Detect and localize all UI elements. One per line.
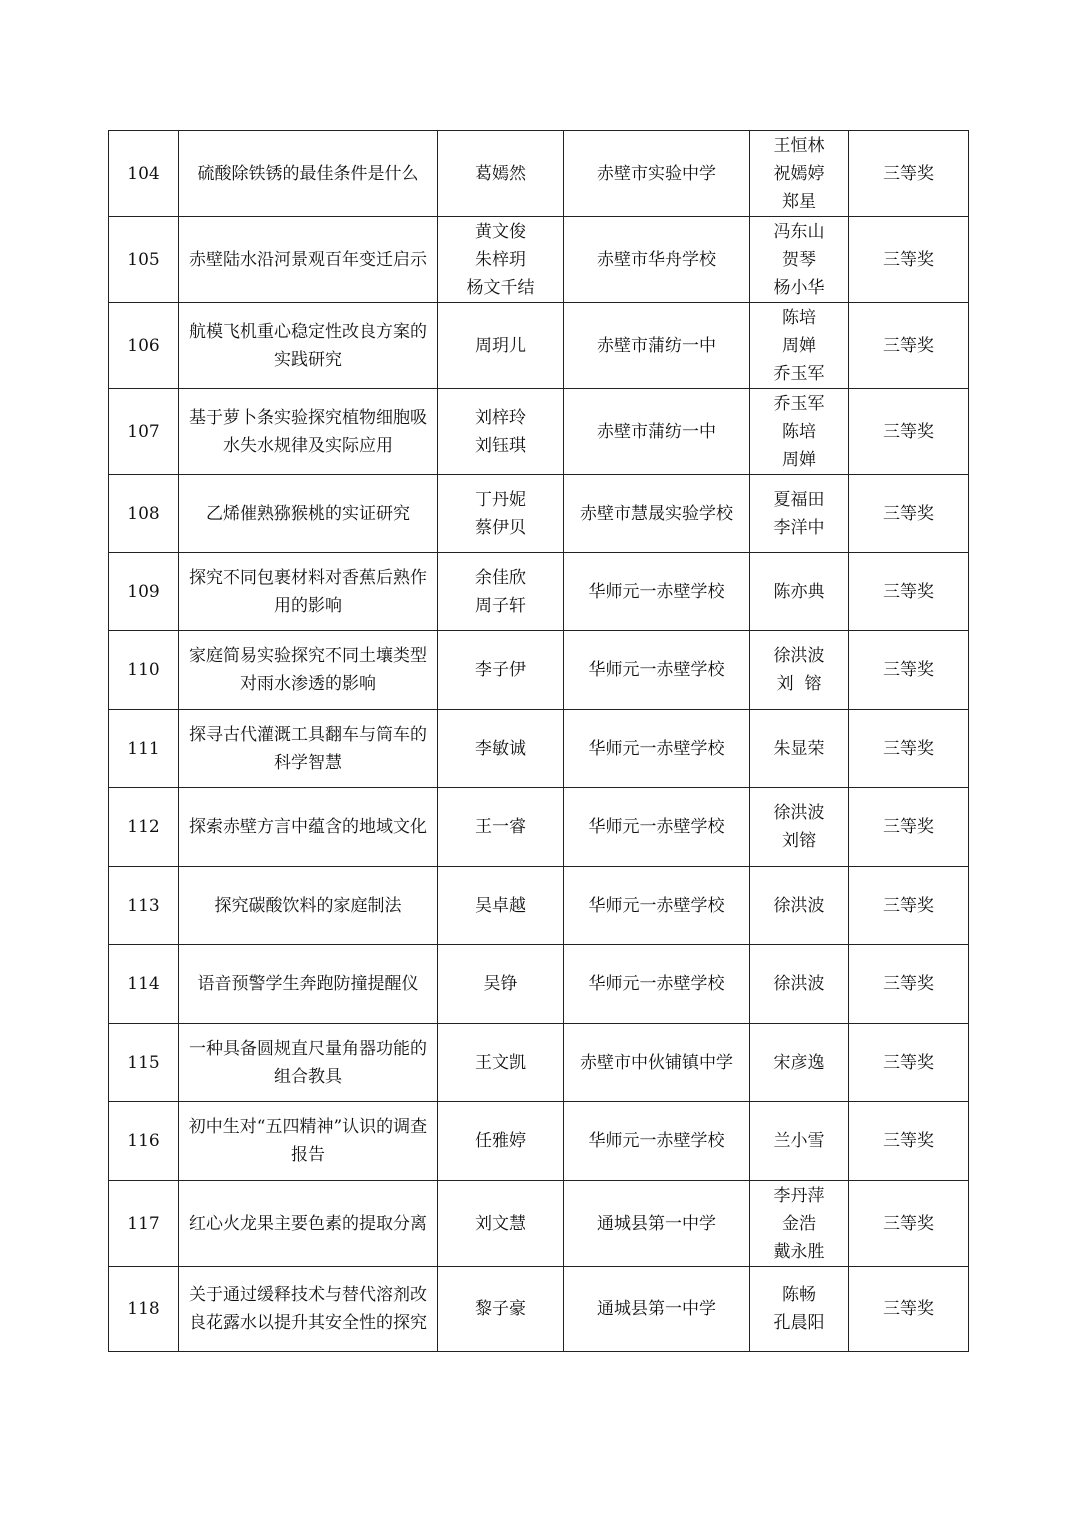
tutor-name: 兰小雪 — [773, 1131, 825, 1151]
project-title: 探究碳酸饮料的家庭制法 — [179, 867, 438, 945]
student-authors — [438, 1267, 564, 1352]
author-name: 蔡伊贝 — [475, 517, 526, 538]
award-level: 三等奖 — [849, 1267, 969, 1352]
school-name: 赤壁市华舟学校 — [564, 217, 750, 303]
tutor-names — [750, 867, 849, 945]
school-name: 赤壁市慧晟实验学校 — [564, 475, 750, 553]
award-level: 三等奖 — [849, 710, 969, 788]
school-name: 通城县第一中学 — [564, 1267, 750, 1352]
school-name: 华师元一赤壁学校 — [564, 945, 750, 1024]
entry-number: 109 — [109, 553, 179, 631]
tutor-name: 陈培 — [782, 421, 816, 442]
student-authors — [438, 710, 564, 788]
project-title: 关于通过缓释技术与替代溶剂改良花露水以提升其安全性的探究 — [179, 1267, 438, 1352]
tutor-name: 刘 镕 — [776, 674, 822, 694]
entry-number: 116 — [109, 1102, 179, 1181]
entry-number: 113 — [109, 867, 179, 945]
project-title: 探寻古代灌溉工具翻车与筒车的科学智慧 — [179, 710, 438, 788]
author-name: 刘钰琪 — [475, 435, 526, 456]
author-name: 葛嫣然 — [475, 163, 526, 184]
tutor-names — [750, 788, 849, 867]
project-title: 基于萝卜条实验探究植物细胞吸水失水规律及实际应用 — [179, 389, 438, 475]
school-name: 通城县第一中学 — [564, 1181, 750, 1267]
tutor-name: 冯东山 — [773, 221, 825, 242]
author-name: 王一睿 — [475, 817, 526, 837]
student-authors — [438, 389, 564, 475]
entry-number: 104 — [109, 131, 179, 217]
entry-number: 106 — [109, 303, 179, 389]
award-level: 三等奖 — [849, 131, 969, 217]
student-authors — [438, 303, 564, 389]
project-title: 一种具备圆规直尺量角器功能的组合教具 — [179, 1024, 438, 1102]
project-title: 硫酸除铁锈的最佳条件是什么 — [179, 131, 438, 217]
awards-table-body — [109, 131, 969, 1352]
award-level: 三等奖 — [849, 303, 969, 389]
table-row — [109, 475, 969, 553]
table-row — [109, 945, 969, 1024]
school-name: 华师元一赤壁学校 — [564, 553, 750, 631]
author-name: 周玥儿 — [475, 335, 526, 356]
student-authors — [438, 1181, 564, 1267]
award-level: 三等奖 — [849, 475, 969, 553]
tutor-name: 陈培 — [782, 307, 816, 328]
author-name: 周子轩 — [475, 595, 526, 616]
entry-number: 118 — [109, 1267, 179, 1352]
tutor-name: 郑星 — [782, 191, 816, 212]
table-row — [109, 867, 969, 945]
author-name: 黄文俊 — [475, 221, 526, 242]
table-row — [109, 1024, 969, 1102]
author-name: 杨文千结 — [466, 277, 535, 298]
tutor-name: 乔玉军 — [773, 363, 825, 384]
project-title: 探索赤壁方言中蕴含的地域文化 — [179, 788, 438, 867]
tutor-name: 贺琴 — [782, 249, 816, 270]
table-row — [109, 303, 969, 389]
project-title: 航模飞机重心稳定性改良方案的实践研究 — [179, 303, 438, 389]
award-level: 三等奖 — [849, 389, 969, 475]
tutor-names — [750, 389, 849, 475]
school-name: 赤壁市蒲纺一中 — [564, 389, 750, 475]
tutor-name: 周婵 — [782, 335, 816, 356]
tutor-names — [750, 945, 849, 1024]
tutor-name: 刘镕 — [782, 831, 816, 851]
tutor-names — [750, 475, 849, 553]
award-level: 三等奖 — [849, 217, 969, 303]
tutor-name: 戴永胜 — [773, 1241, 825, 1262]
tutor-name: 夏福田 — [773, 489, 825, 510]
student-authors — [438, 945, 564, 1024]
tutor-name: 徐洪波 — [773, 803, 825, 823]
project-title: 乙烯催熟猕猴桃的实证研究 — [179, 475, 438, 553]
project-title: 探究不同包裹材料对香蕉后熟作用的影响 — [179, 553, 438, 631]
tutor-name: 陈亦典 — [773, 581, 825, 602]
tutor-name: 杨小华 — [773, 277, 825, 298]
award-level: 三等奖 — [849, 945, 969, 1024]
tutor-name: 李洋中 — [773, 517, 825, 538]
entry-number: 117 — [109, 1181, 179, 1267]
school-name: 华师元一赤壁学校 — [564, 867, 750, 945]
tutor-names — [750, 217, 849, 303]
project-title: 红心火龙果主要色素的提取分离 — [179, 1181, 438, 1267]
tutor-names — [750, 631, 849, 710]
school-name: 赤壁市实验中学 — [564, 131, 750, 217]
award-level: 三等奖 — [849, 1102, 969, 1181]
table-row — [109, 131, 969, 217]
author-name: 黎子豪 — [475, 1299, 526, 1319]
tutor-name: 金浩 — [782, 1213, 816, 1234]
author-name: 刘梓玲 — [475, 407, 526, 428]
table-row — [109, 553, 969, 631]
project-title: 初中生对“五四精神”认识的调查报告 — [179, 1102, 438, 1181]
tutor-name: 孔晨阳 — [773, 1313, 825, 1333]
school-name: 华师元一赤壁学校 — [564, 631, 750, 710]
tutor-name: 徐洪波 — [773, 974, 825, 994]
entry-number: 114 — [109, 945, 179, 1024]
student-authors — [438, 217, 564, 303]
tutor-name: 徐洪波 — [773, 895, 825, 916]
award-level: 三等奖 — [849, 631, 969, 710]
project-title: 语音预警学生奔跑防撞提醒仪 — [179, 945, 438, 1024]
tutor-name: 朱显荣 — [773, 738, 825, 759]
table-row — [109, 1102, 969, 1181]
tutor-name: 乔玉军 — [773, 393, 825, 414]
author-name: 王文凯 — [475, 1052, 526, 1073]
tutor-names — [750, 553, 849, 631]
table-row — [109, 1181, 969, 1267]
tutor-names — [750, 1267, 849, 1352]
award-level: 三等奖 — [849, 1024, 969, 1102]
entry-number: 108 — [109, 475, 179, 553]
table-row — [109, 710, 969, 788]
school-name: 华师元一赤壁学校 — [564, 788, 750, 867]
author-name: 丁丹妮 — [475, 489, 526, 510]
tutor-name: 周婵 — [782, 449, 816, 470]
student-authors — [438, 1102, 564, 1181]
school-name: 赤壁市蒲纺一中 — [564, 303, 750, 389]
award-level: 三等奖 — [849, 867, 969, 945]
table-row — [109, 1267, 969, 1352]
student-authors — [438, 553, 564, 631]
awards-table — [108, 130, 969, 1352]
project-title: 赤壁陆水沿河景观百年变迁启示 — [179, 217, 438, 303]
award-level: 三等奖 — [849, 1181, 969, 1267]
entry-number: 111 — [109, 710, 179, 788]
entry-number: 105 — [109, 217, 179, 303]
author-name: 朱梓玥 — [475, 249, 526, 270]
table-row — [109, 788, 969, 867]
tutor-names — [750, 1024, 849, 1102]
author-name: 李敏诚 — [475, 738, 526, 759]
table-row — [109, 217, 969, 303]
student-authors — [438, 131, 564, 217]
student-authors — [438, 1024, 564, 1102]
author-name: 余佳欣 — [475, 567, 526, 588]
student-authors — [438, 788, 564, 867]
student-authors — [438, 867, 564, 945]
tutor-names — [750, 131, 849, 217]
tutor-names — [750, 303, 849, 389]
tutor-name: 祝嫣婷 — [773, 163, 825, 184]
tutor-name: 王恒林 — [773, 135, 825, 156]
school-name: 华师元一赤壁学校 — [564, 710, 750, 788]
school-name: 华师元一赤壁学校 — [564, 1102, 750, 1181]
school-name: 赤壁市中伙铺镇中学 — [564, 1024, 750, 1102]
tutor-names — [750, 710, 849, 788]
author-name: 李子伊 — [475, 660, 526, 680]
tutor-name: 宋彦逸 — [773, 1052, 825, 1073]
author-name: 吴铮 — [483, 974, 518, 994]
project-title: 家庭简易实验探究不同土壤类型对雨水渗透的影响 — [179, 631, 438, 710]
student-authors — [438, 475, 564, 553]
tutor-name: 李丹萍 — [773, 1185, 825, 1206]
table-row — [109, 389, 969, 475]
author-name: 刘文慧 — [475, 1213, 526, 1234]
author-name: 吴卓越 — [475, 895, 526, 916]
tutor-name: 徐洪波 — [773, 646, 825, 666]
award-level: 三等奖 — [849, 788, 969, 867]
tutor-names — [750, 1181, 849, 1267]
entry-number: 110 — [109, 631, 179, 710]
author-name: 任雅婷 — [475, 1131, 526, 1151]
student-authors — [438, 631, 564, 710]
table-row — [109, 631, 969, 710]
entry-number: 115 — [109, 1024, 179, 1102]
award-level: 三等奖 — [849, 553, 969, 631]
entry-number: 107 — [109, 389, 179, 475]
tutor-names — [750, 1102, 849, 1181]
tutor-name: 陈畅 — [782, 1285, 816, 1305]
entry-number: 112 — [109, 788, 179, 867]
